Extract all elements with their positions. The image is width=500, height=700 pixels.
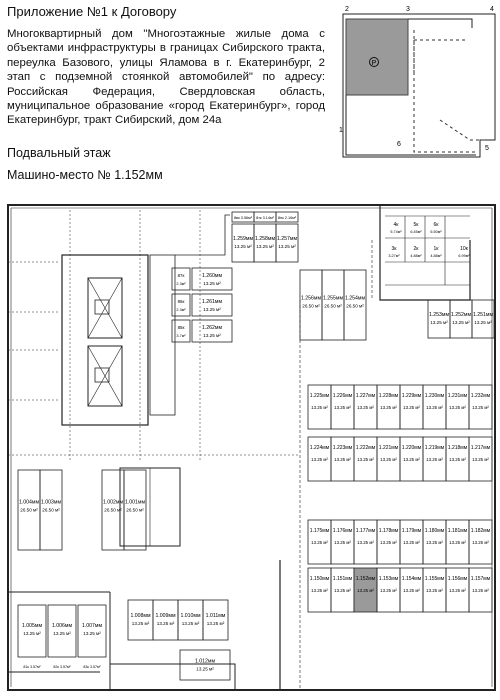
stall-number: 1.251мм xyxy=(472,311,494,318)
room-label: 83к 3.57м² xyxy=(83,665,101,669)
stall-number: 1.259мм xyxy=(232,235,254,242)
stall-number: 1.220мм xyxy=(401,445,422,451)
stall-number: 1.008мм xyxy=(130,612,151,619)
stall-area: 13.25 м² xyxy=(449,457,466,462)
stall-number: 1.221мм xyxy=(378,445,399,451)
stall-number: 1.152мм xyxy=(355,576,376,582)
room-label: 5к xyxy=(413,222,419,228)
stall-area: 26.50 м² xyxy=(104,507,122,513)
stall-number: 1.257мм xyxy=(276,235,298,242)
stall-number: 1.154мм xyxy=(401,576,422,582)
object-description: Многоквартирный дом "Многоэтажные жилые дома с объектами инфраструктуры в границах Сибирского тракта, переулка Базового, улицы Яламова в г. Екатеринбург, 2 этап с подземной стоянкой автомобилей" по адресу: Российская Федерация, Свердловская область, муниципальное образование «город Екатеринбург», город Екатеринбург, тракт Сибирский, дом 24а xyxy=(7,28,325,127)
room-label: 85к xyxy=(177,325,185,330)
stall-number: 1.157мм xyxy=(470,576,491,582)
stall-area: 13.25 м² xyxy=(426,588,443,593)
key-section-6: 6 xyxy=(397,141,401,148)
stall-area: 13.25 м² xyxy=(357,457,374,462)
stall-area: 13.25 м² xyxy=(472,405,489,410)
stall-area: 13.25 м² xyxy=(53,630,71,636)
stall-area: 13.25 м² xyxy=(380,588,397,593)
stall-number: 1.252мм xyxy=(450,311,472,318)
room-area: 5.74м² xyxy=(390,230,402,234)
parking-space-label: Машино-место № 1.152мм xyxy=(7,168,163,182)
key-section-5: 5 xyxy=(485,145,489,152)
stall-number: 1.223мм xyxy=(332,445,353,451)
stall-area: 13.25 м² xyxy=(472,457,489,462)
stall-number: 1.178мм xyxy=(378,528,399,534)
stall-area: 13.25 м² xyxy=(452,319,470,325)
stall-area: 13.25 м² xyxy=(234,243,252,249)
stall-number: 1.156мм xyxy=(447,576,468,582)
stall-area: 13.25 м² xyxy=(311,405,328,410)
stall-area: 13.25 м² xyxy=(449,540,466,545)
stall-number: 1.260мм xyxy=(201,273,223,280)
key-section-4: 4 xyxy=(490,6,494,13)
room-area: 3.27м² xyxy=(388,254,400,258)
stall-number: 1.231мм xyxy=(447,393,468,399)
room-area: 4.88м² xyxy=(430,254,442,258)
stall-number: 1.262мм xyxy=(201,325,223,332)
room-area: 2.3м² xyxy=(176,282,186,286)
stall-number: 1.230мм xyxy=(424,393,445,399)
parking-stall xyxy=(180,650,230,680)
stall-number: 1.175мм xyxy=(309,528,330,534)
stall-number: 1.150мм xyxy=(309,576,330,582)
stall-area: 13.25 м² xyxy=(334,457,351,462)
stall-area: 13.25 м² xyxy=(357,405,374,410)
room-area: 2.3м² xyxy=(176,308,186,312)
stall-area: 13.25 м² xyxy=(472,540,489,545)
room-label: 3к xyxy=(391,246,397,252)
room-area: 6.99м² xyxy=(458,254,470,258)
stall-area: 13.25 м² xyxy=(311,588,328,593)
stall-area: 13.25 м² xyxy=(334,588,351,593)
stall-number: 1.005мм xyxy=(21,622,43,629)
room-label: 1к xyxy=(433,246,439,252)
stall-area: 13.25 м² xyxy=(334,540,351,545)
key-section-1: 1 xyxy=(339,127,343,134)
stall-area: 26.50 м² xyxy=(20,507,38,513)
stall-number: 1.006мм xyxy=(51,622,73,629)
stall-number: 1.228мм xyxy=(378,393,399,399)
stall-number: 1.254мм xyxy=(344,295,366,302)
stall-number: 1.232мм xyxy=(470,393,491,399)
stall-number: 1.217мм xyxy=(470,445,491,451)
stall-area: 13.25 м² xyxy=(156,620,175,626)
room-label: 4к xyxy=(393,222,399,228)
room-label: 82к 3.57м² xyxy=(53,665,71,669)
stall-number: 1.222мм xyxy=(355,445,376,451)
stall-number: 1.155мм xyxy=(424,576,445,582)
room-label: 81к 3.57м² xyxy=(23,665,41,669)
document-title: Приложение №1 к Договору xyxy=(7,4,177,19)
stall-area: 13.25 м² xyxy=(131,620,150,626)
stall-area: 13.25 м² xyxy=(403,457,420,462)
stall-area: 13.25 м² xyxy=(311,540,328,545)
stall-area: 13.25 м² xyxy=(23,630,41,636)
stall-area: 13.25 м² xyxy=(380,457,397,462)
stall-area: 26.50 м² xyxy=(126,507,144,513)
stall-area: 13.25 м² xyxy=(403,588,420,593)
room-label: 6к xyxy=(433,222,439,228)
stall-area: 13.25 м² xyxy=(83,630,101,636)
stall-area: 26.50 м² xyxy=(42,507,60,513)
stall-number: 1.182мм xyxy=(470,528,491,534)
stall-area: 13.25 м² xyxy=(430,319,448,325)
stall-number: 1.261мм xyxy=(201,299,223,306)
stall-number: 1.258мм xyxy=(254,235,276,242)
stall-number: 1.181мм xyxy=(447,528,468,534)
stall-area: 13.25 м² xyxy=(380,405,397,410)
room-label: 86к xyxy=(177,299,185,304)
stall-area: 13.25 м² xyxy=(203,307,221,313)
stall-area: 13.25 м² xyxy=(357,588,374,593)
stall-area: 13.25 м² xyxy=(426,457,443,462)
stall-number: 1.151мм xyxy=(332,576,353,582)
stall-area: 13.25 м² xyxy=(449,588,466,593)
room-area: 3.7м² xyxy=(176,334,186,338)
stall-number: 1.010мм xyxy=(180,612,201,619)
room-label: 8вк 3.56м² xyxy=(233,216,253,220)
stall-area: 13.25 м² xyxy=(403,540,420,545)
stall-number: 1.225мм xyxy=(309,393,330,399)
stall-area: 13.25 м² xyxy=(403,405,420,410)
stall-area: 13.25 м² xyxy=(203,281,221,287)
room-label: 10к xyxy=(460,246,468,252)
stall-number: 1.009мм xyxy=(155,612,176,619)
stall-number: 1.153мм xyxy=(378,576,399,582)
stall-area: 13.25 м² xyxy=(380,540,397,545)
stall-area: 13.25 м² xyxy=(449,405,466,410)
stall-number: 1.011мм xyxy=(205,612,226,619)
stall-number: 1.218мм xyxy=(447,445,468,451)
key-section-3: 3 xyxy=(406,6,410,13)
stall-area: 13.25 м² xyxy=(426,405,443,410)
room-area: 4.88м² xyxy=(410,254,422,258)
room-label: 2к xyxy=(413,246,419,252)
stall-area: 13.25 м² xyxy=(181,620,200,626)
stall-area: 13.25 м² xyxy=(334,405,351,410)
stall-number: 1.003мм xyxy=(40,499,62,506)
stall-number: 1.226мм xyxy=(332,393,353,399)
stall-area: 13.25 м² xyxy=(278,243,296,249)
stall-number: 1.001мм xyxy=(124,499,146,506)
stall-number: 1.179мм xyxy=(401,528,422,534)
stall-number: 1.177мм xyxy=(355,528,376,534)
room-area: 6.50м² xyxy=(430,230,442,234)
stall-number: 1.227мм xyxy=(355,393,376,399)
floor-label: Подвальный этаж xyxy=(7,146,111,160)
stall-area: 13.25 м² xyxy=(426,540,443,545)
stall-area: 13.25 м² xyxy=(357,540,374,545)
stall-area: 13.25 м² xyxy=(203,333,221,339)
stall-area: 13.25 м² xyxy=(311,457,328,462)
stall-number: 1.219мм xyxy=(424,445,445,451)
stall-number: 1.224мм xyxy=(309,445,330,451)
stall-number: 1.253мм xyxy=(428,311,450,318)
stall-number: 1.180мм xyxy=(424,528,445,534)
stall-number: 1.256мм xyxy=(300,295,322,302)
stall-area: 13.25 м² xyxy=(196,666,214,672)
room-label: 8тк 3.14м² xyxy=(256,216,274,220)
stall-area: 26.50 м² xyxy=(302,303,320,309)
room-label: 8пк 2.16м² xyxy=(277,216,297,220)
stall-number: 1.004мм xyxy=(18,499,40,506)
stall-number: 1.176мм xyxy=(332,528,353,534)
stall-area: 13.25 м² xyxy=(472,588,489,593)
stall-number: 1.012мм xyxy=(194,658,216,665)
stall-number: 1.255мм xyxy=(322,295,344,302)
stall-number: 1.002мм xyxy=(102,499,124,506)
stall-area: 26.50 м² xyxy=(324,303,342,309)
stall-number: 1.007мм xyxy=(81,622,103,629)
stall-area: 13.25 м² xyxy=(206,620,225,626)
stall-area: 13.25 м² xyxy=(474,319,492,325)
stall-area: 26.50 м² xyxy=(346,303,364,309)
room-label: 87к xyxy=(177,273,185,278)
parking-symbol: P xyxy=(371,60,377,67)
key-section-2: 2 xyxy=(345,6,349,13)
stall-area: 13.25 м² xyxy=(256,243,274,249)
room-area: 6.45м² xyxy=(410,230,422,234)
stall-number: 1.229мм xyxy=(401,393,422,399)
